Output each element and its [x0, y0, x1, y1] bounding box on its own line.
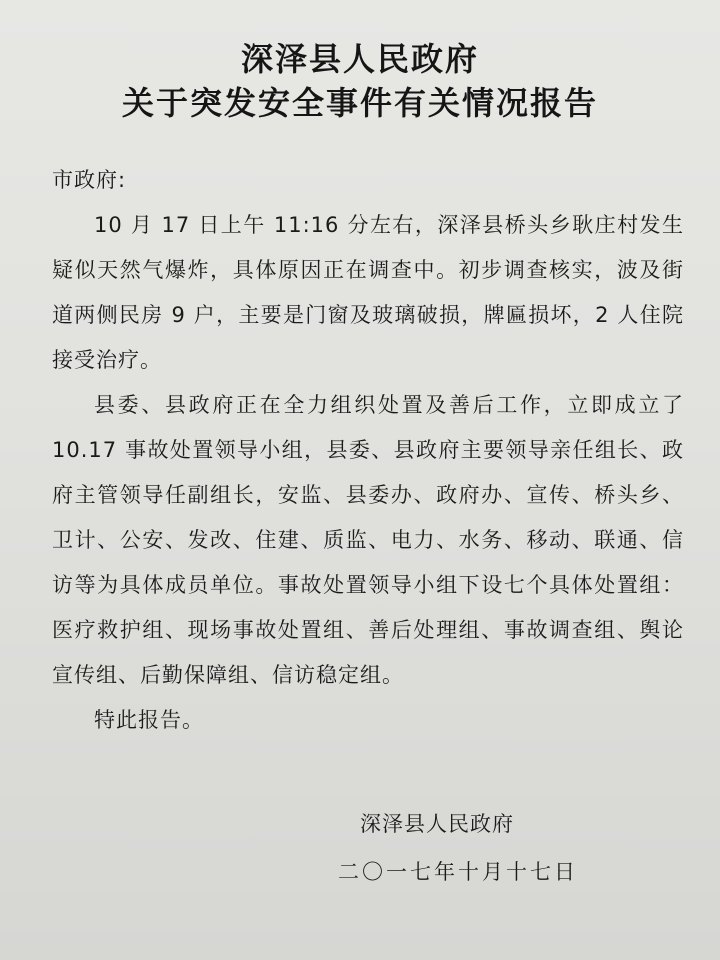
document-title-line2: 关于突发安全事件有关情况报告 [121, 84, 598, 122]
document-body [52, 158, 684, 743]
document-title-line1: 深泽县人民政府 [240, 40, 479, 78]
paragraph-closing: 特此报告。 [94, 708, 204, 732]
salutation: 市政府: [52, 168, 127, 192]
paragraph-incident: 10 月 17 日上午 11:16 分左右，深泽县桥头乡耿庄村发生疑似天然气爆炸，具体原因正在调查中。初步调查核实，波及街道两侧民房 9 户，主要是门窗及玻璃破损，牌匾损坏，2 人住院接受治疗。 [52, 213, 684, 372]
paragraph-response: 县委、县政府正在全力组织处置及善后工作，立即成立了 10.17 事故处置领导小组，县委、县政府主要领导亲任组长、政府主管领导任副组长，安监、县委办、政府办、宣传、桥头乡、卫计、公安、发改、住建、质监、电力、水务、移动、联通、信访等为具体成员单位。事故处置领导小组下设七个具体处置组：医疗救护组、现场事故处置组、善后处理组、事故调查组、舆论宣传组、后勤保障组、信访稳定组。 [52, 393, 684, 687]
signature-date: 二〇一七年十月十七日 [338, 860, 578, 884]
signature-organization: 深泽县人民政府 [360, 812, 514, 836]
